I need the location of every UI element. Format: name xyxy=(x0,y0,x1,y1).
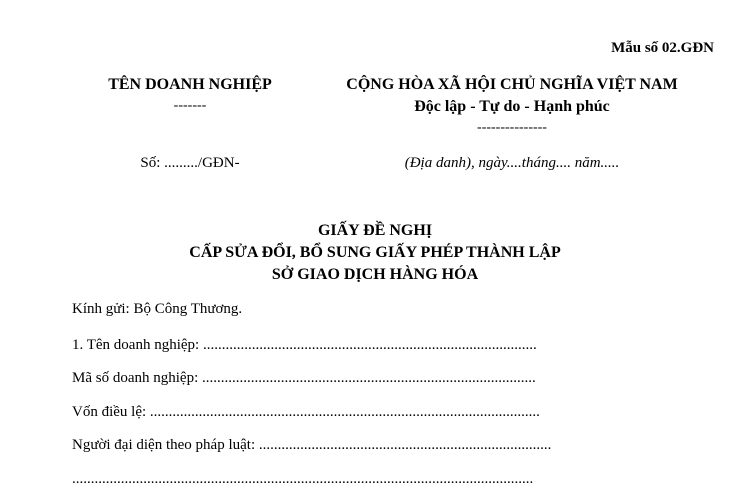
company-label: TÊN DOANH NGHIỆP xyxy=(108,76,272,93)
place-date: (Địa danh), ngày....tháng.... năm..... xyxy=(404,155,620,171)
company-code-field: Mã số doanh nghiệp: ......................................................................................... xyxy=(72,370,536,386)
motto-separator: --------------- xyxy=(477,120,547,135)
legal-representative-field: Người đại diện theo pháp luật: .............................................................................. xyxy=(72,437,552,453)
motto: Độc lập - Tự do - Hạnh phúc xyxy=(414,98,610,115)
company-name-field: 1. Tên doanh nghiệp: ......................................................................................... xyxy=(72,337,537,353)
company-header xyxy=(90,74,290,118)
nation-title: CỘNG HÒA XÃ HỘI CHỦ NGHĨA VIỆT NAM xyxy=(346,76,678,93)
title-line-3: SỞ GIAO DỊCH HÀNG HÓA xyxy=(271,266,479,283)
form-number: Mẫu số 02.GĐN xyxy=(611,40,714,56)
charter-capital-field: Vốn điều lệ: ........................................................................................................ xyxy=(72,404,540,420)
continuation-line: ........................................................................................................................... xyxy=(72,471,534,487)
title-line-2: CẤP SỬA ĐỔI, BỔ SUNG GIẤY PHÉP THÀNH LẬP xyxy=(189,244,561,261)
reference-number: Số: ........./GĐN- xyxy=(140,155,240,171)
company-separator: ------- xyxy=(173,98,207,113)
nation-header xyxy=(322,74,702,140)
recipient-line: Kính gửi: Bộ Công Thương. xyxy=(72,301,243,317)
title-line-1: GIẤY ĐỀ NGHỊ xyxy=(317,222,433,239)
document-title xyxy=(0,220,750,286)
